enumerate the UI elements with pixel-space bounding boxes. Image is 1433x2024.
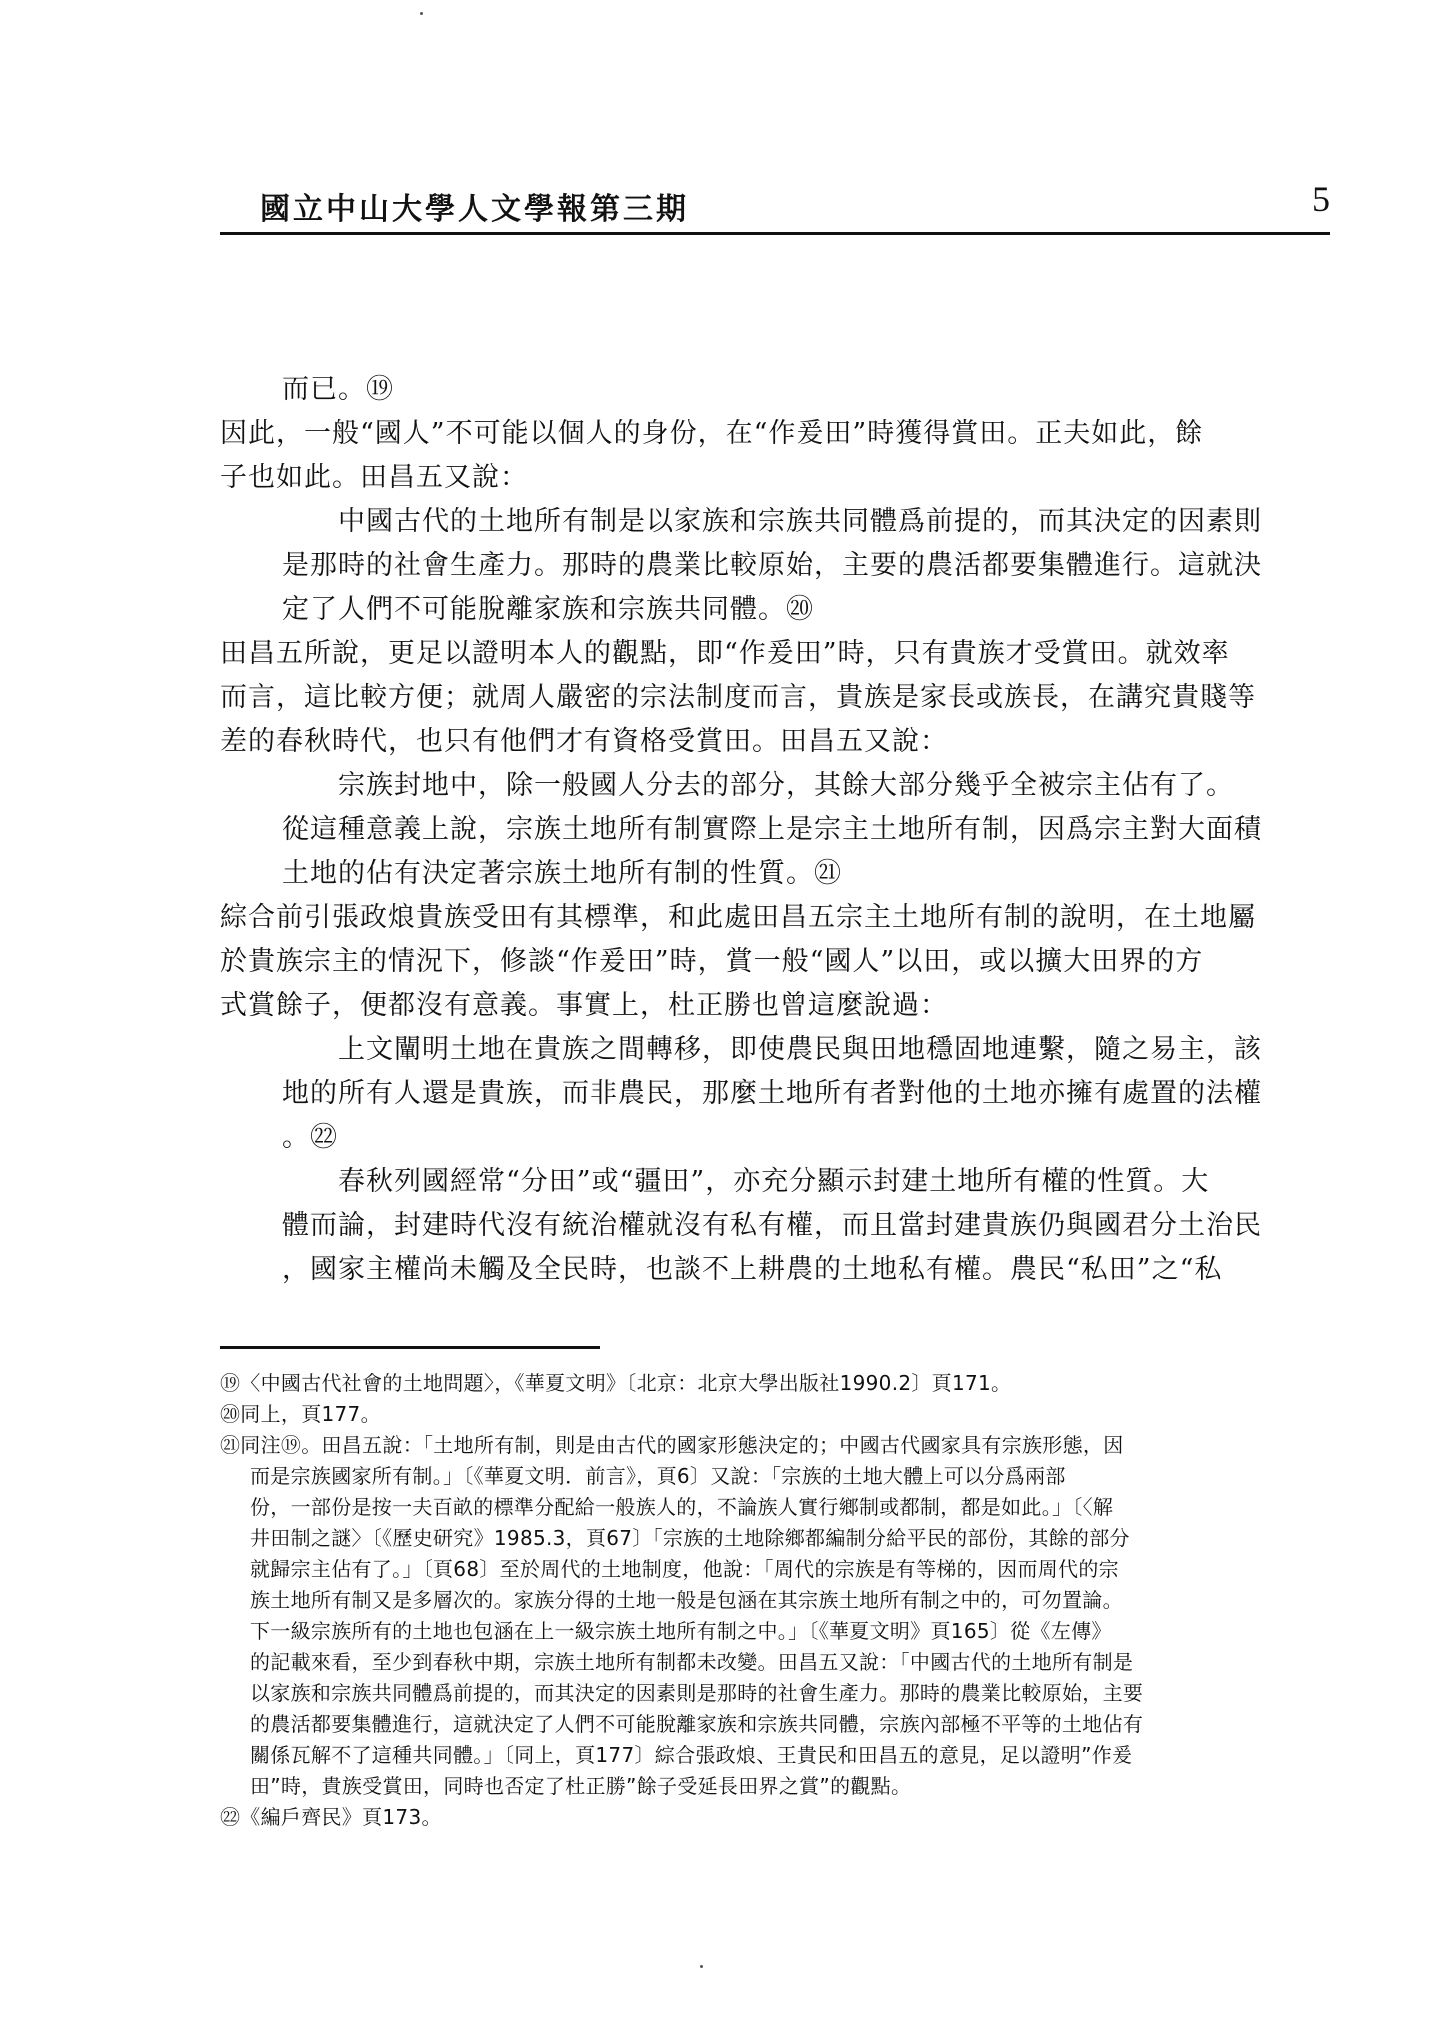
footnote-22: ㉒《編戶齊民》頁173。 xyxy=(220,1805,442,1829)
running-header xyxy=(220,176,1330,235)
footnote-21-line: 份，一部份是按一夫百畝的標準分配給一般族人的，不論族人實行鄉制或都制，都是如此。」〔〈解 xyxy=(250,1495,1114,1519)
footnote-21-line: 以家族和宗族共同體爲前提的，而其決定的因素則是那時的社會生產力。那時的農業比較原始，主要 xyxy=(250,1681,1144,1705)
block-quote-line: 宗族封地中，除一般國人分去的部分，其餘大部分幾乎全被宗主佔有了。 xyxy=(338,770,1234,801)
block-quote-line: 春秋列國經常“分田”或“疆田”，亦充分顯示封建土地所有權的性質。大 xyxy=(338,1166,1210,1197)
text-line: 因此，一般“國人”不可能以個人的身份，在“作爰田”時獲得賞田。正夫如此，餘 xyxy=(220,418,1204,449)
text-line: 而言，這比較方便；就周人嚴密的宗法制度而言，貴族是家長或族長，在講究貴賤等 xyxy=(220,682,1256,713)
footnote-21-line: 關係瓦解不了這種共同體。」〔同上，頁177〕綜合張政烺、王貴民和田昌五的意見，足以證明”作爰 xyxy=(250,1743,1133,1767)
text-line: 而已。⑲ xyxy=(282,374,394,405)
footnote-21-line: 就歸宗主佔有了。」〔頁68〕至於周代的土地制度，他說：「周代的宗族是有等梯的，因而周代的宗 xyxy=(250,1557,1119,1581)
block-quote-line: ，國家主權尚未觸及全民時，也談不上耕農的土地私有權。農民“私田”之“私 xyxy=(282,1254,1223,1285)
block-quote-line: 上文闡明土地在貴族之間轉移，即使農民與田地穩固地連繫，隨之易主，該 xyxy=(338,1034,1262,1065)
scan-speck xyxy=(420,12,423,15)
page-number: 5 xyxy=(1312,179,1330,219)
footnote-21-line: 族土地所有制又是多層次的。家族分得的土地一般是包涵在其宗族土地所有制之中的，可勿置論。 xyxy=(250,1588,1123,1612)
block-quote-line: 定了人們不可能脫離家族和宗族共同體。⑳ xyxy=(282,594,814,625)
footnote-21-line: 的農活都要集體進行，這就決定了人們不可能脫離家族和宗族共同體，宗族內部極不平等的土地佔有 xyxy=(250,1712,1144,1736)
footnote-20: ⑳同上，頁177。 xyxy=(220,1402,381,1426)
text-line: 於貴族宗主的情況下，修談“作爰田”時，賞一般“國人”以田，或以擴大田界的方 xyxy=(220,946,1204,977)
footnote-21: ㉑同注⑲。田昌五說：「土地所有制，則是由古代的國家形態決定的；中國古代國家具有宗族形態，因 xyxy=(220,1433,1124,1457)
block-quote-line: 從這種意義上說，宗族土地所有制實際上是宗主土地所有制，因爲宗主對大面積 xyxy=(282,814,1262,845)
footnote-21-line: 井田制之謎〉〔《歷史研究》1985.3，頁67〕「宗族的土地除鄉都編制分給平民的部份，其餘的部分 xyxy=(250,1526,1130,1550)
footnotes xyxy=(220,1368,1330,1833)
footnote-21-line: 而是宗族國家所有制。」〔《華夏文明．前言》，頁6〕又說：「宗族的土地大體上可以分爲兩部 xyxy=(250,1464,1066,1488)
footnote-21-line: 下一級宗族所有的土地也包涵在上一級宗族土地所有制之中。」〔《華夏文明》頁165〕從《左傳》 xyxy=(250,1619,1112,1643)
text-line: 式賞餘子，便都沒有意義。事實上，杜正勝也曾這麼說過： xyxy=(220,990,948,1021)
text-line: 差的春秋時代，也只有他們才有資格受賞田。田昌五又說： xyxy=(220,726,948,757)
scan-speck xyxy=(700,1965,703,1968)
footnote-21-line: 的記載來看，至少到春秋中期，宗族土地所有制都未改變。田昌五又說：「中國古代的土地所有制是 xyxy=(250,1650,1134,1674)
footnote-separator xyxy=(220,1346,600,1349)
block-quote-line: 。㉒ xyxy=(282,1122,338,1153)
block-quote-line: 土地的佔有決定著宗族土地所有制的性質。㉑ xyxy=(282,858,842,889)
block-quote-line: 體而論，封建時代沒有統治權就沒有私有權，而且當封建貴族仍與國君分土治民 xyxy=(282,1210,1262,1241)
block-quote-line: 中國古代的土地所有制是以家族和宗族共同體爲前提的，而其決定的因素則 xyxy=(338,506,1262,537)
journal-title: 國立中山大學人文學報第三期 xyxy=(260,192,689,227)
footnote-21-line: 田”時，貴族受賞田，同時也否定了杜正勝”餘子受延長田界之賞”的觀點。 xyxy=(250,1774,912,1798)
block-quote-line: 是那時的社會生產力。那時的農業比較原始，主要的農活都要集體進行。這就決 xyxy=(282,550,1262,581)
text-line: 田昌五所說，更足以證明本人的觀點，即“作爰田”時，只有貴族才受賞田。就效率 xyxy=(220,638,1230,669)
main-text xyxy=(220,368,1330,1292)
text-line: 子也如此。田昌五又說： xyxy=(220,462,528,493)
block-quote-line: 地的所有人還是貴族，而非農民，那麼土地所有者對他的土地亦擁有處置的法權 xyxy=(282,1078,1262,1109)
footnote-19: ⑲〈中國古代社會的土地問題〉，《華夏文明》〔北京：北京大學出版社1990.2〕頁171。 xyxy=(220,1371,1012,1395)
text-line: 綜合前引張政烺貴族受田有其標準，和此處田昌五宗主土地所有制的說明，在土地屬 xyxy=(220,902,1256,933)
